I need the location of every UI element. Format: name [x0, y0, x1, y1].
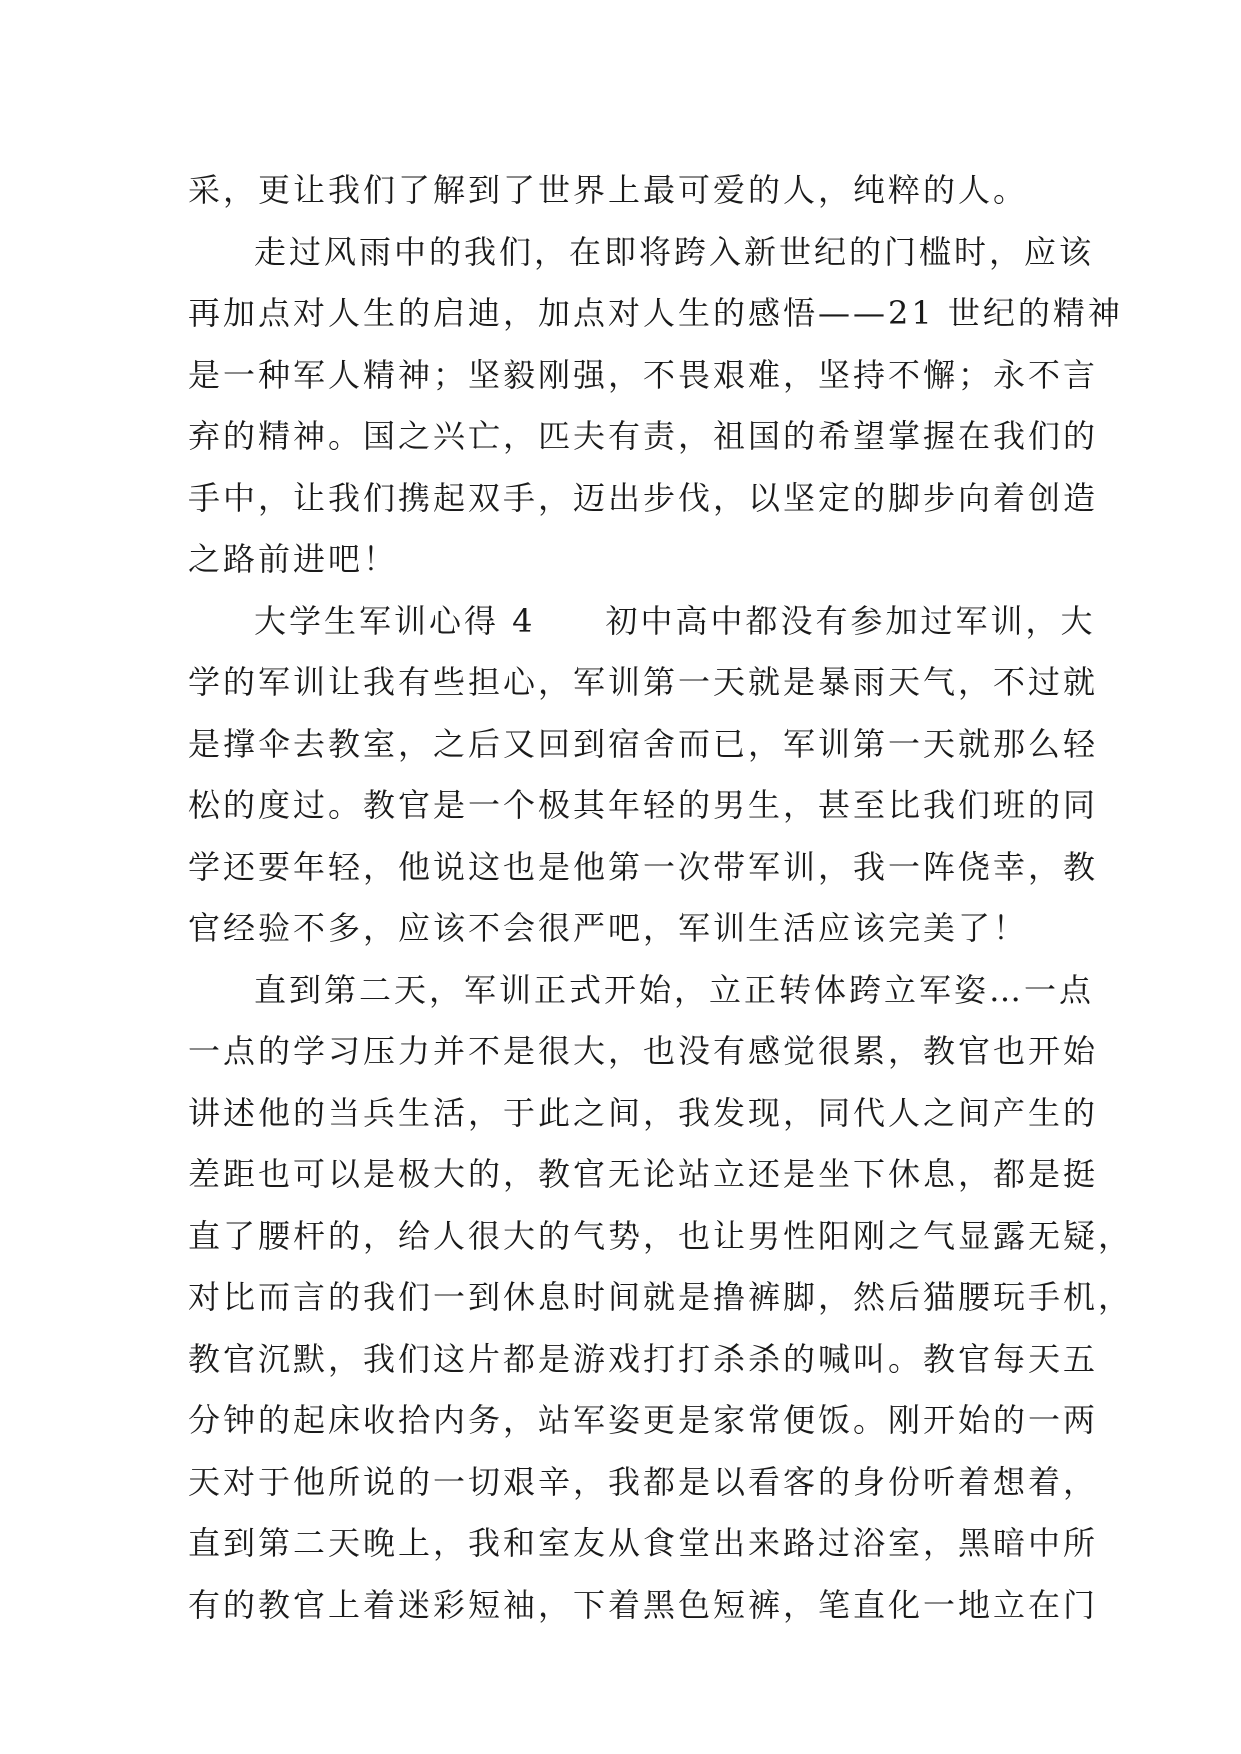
text-line: 手中，让我们携起双手，迈出步伐，以坚定的脚步向着创造 — [188, 478, 1099, 517]
text-line: 一点的学习压力并不是很大，也没有感觉很累，教官也开始 — [188, 1032, 1099, 1070]
text-line: 松的度过。教官是一个极其年轻的男生，甚至比我们班的同 — [188, 786, 1099, 824]
text-line: 弃的精神。国之兴亡，匹夫有责，祖国的希望掌握在我们的 — [188, 417, 1099, 455]
text-line: 对比而言的我们一到休息时间就是撸裤脚，然后猫腰玩手机， — [188, 1278, 1134, 1316]
text-line: 是撑伞去教室，之后又回到宿舍而已，军训第一天就那么轻 — [188, 724, 1099, 763]
text-line: 有的教官上着迷彩短袖，下着黑色短裤，笔直化一地立在门 — [188, 1585, 1099, 1624]
text-line: 学的军训让我有些担心，军训第一天就是暴雨天气，不过就 — [188, 663, 1099, 701]
text-line: 直到第二天晚上，我和室友从食堂出来路过浴室，黑暗中所 — [188, 1524, 1099, 1562]
text-line: 直到第二天，军训正式开始，立正转体跨立军姿…一点 — [254, 970, 1095, 1009]
text-line: 大学生军训心得 4 初中高中都没有参加过军训，大 — [254, 601, 1096, 640]
text-line: 差距也可以是极大的，教官无论站立还是坐下休息，都是挺 — [188, 1155, 1099, 1193]
text-line: 官经验不多，应该不会很严吧，军训生活应该完美了！ — [188, 909, 1029, 947]
text-line: 是一种军人精神；坚毅刚强，不畏艰难，坚持不懈；永不言 — [188, 355, 1099, 394]
text-line: 再加点对人生的启迪，加点对人生的感悟——21 世纪的精神 — [188, 294, 1123, 332]
text-line: 直了腰杆的，给人很大的气势，也让男性阳刚之气显露无疑， — [188, 1216, 1134, 1255]
text-line: 采，更让我们了解到了世界上最可爱的人，纯粹的人。 — [188, 171, 1029, 209]
text-line: 天对于他所说的一切艰辛，我都是以看客的身份听着想着， — [188, 1462, 1099, 1501]
text-line: 之路前进吧！ — [188, 540, 399, 578]
text-line: 讲述他的当兵生活，于此之间，我发现，同代人之间产生的 — [188, 1093, 1099, 1132]
text-line: 学还要年轻，他说这也是他第一次带军训，我一阵侥幸，教 — [188, 847, 1099, 886]
text-line: 走过风雨中的我们，在即将跨入新世纪的门槛时，应该 — [254, 232, 1095, 271]
text-line: 分钟的起床收拾内务，站军姿更是家常便饭。刚开始的一两 — [188, 1401, 1099, 1439]
text-line: 教官沉默，我们这片都是游戏打打杀杀的喊叫。教官每天五 — [188, 1339, 1099, 1378]
body-text — [188, 160, 1134, 1636]
